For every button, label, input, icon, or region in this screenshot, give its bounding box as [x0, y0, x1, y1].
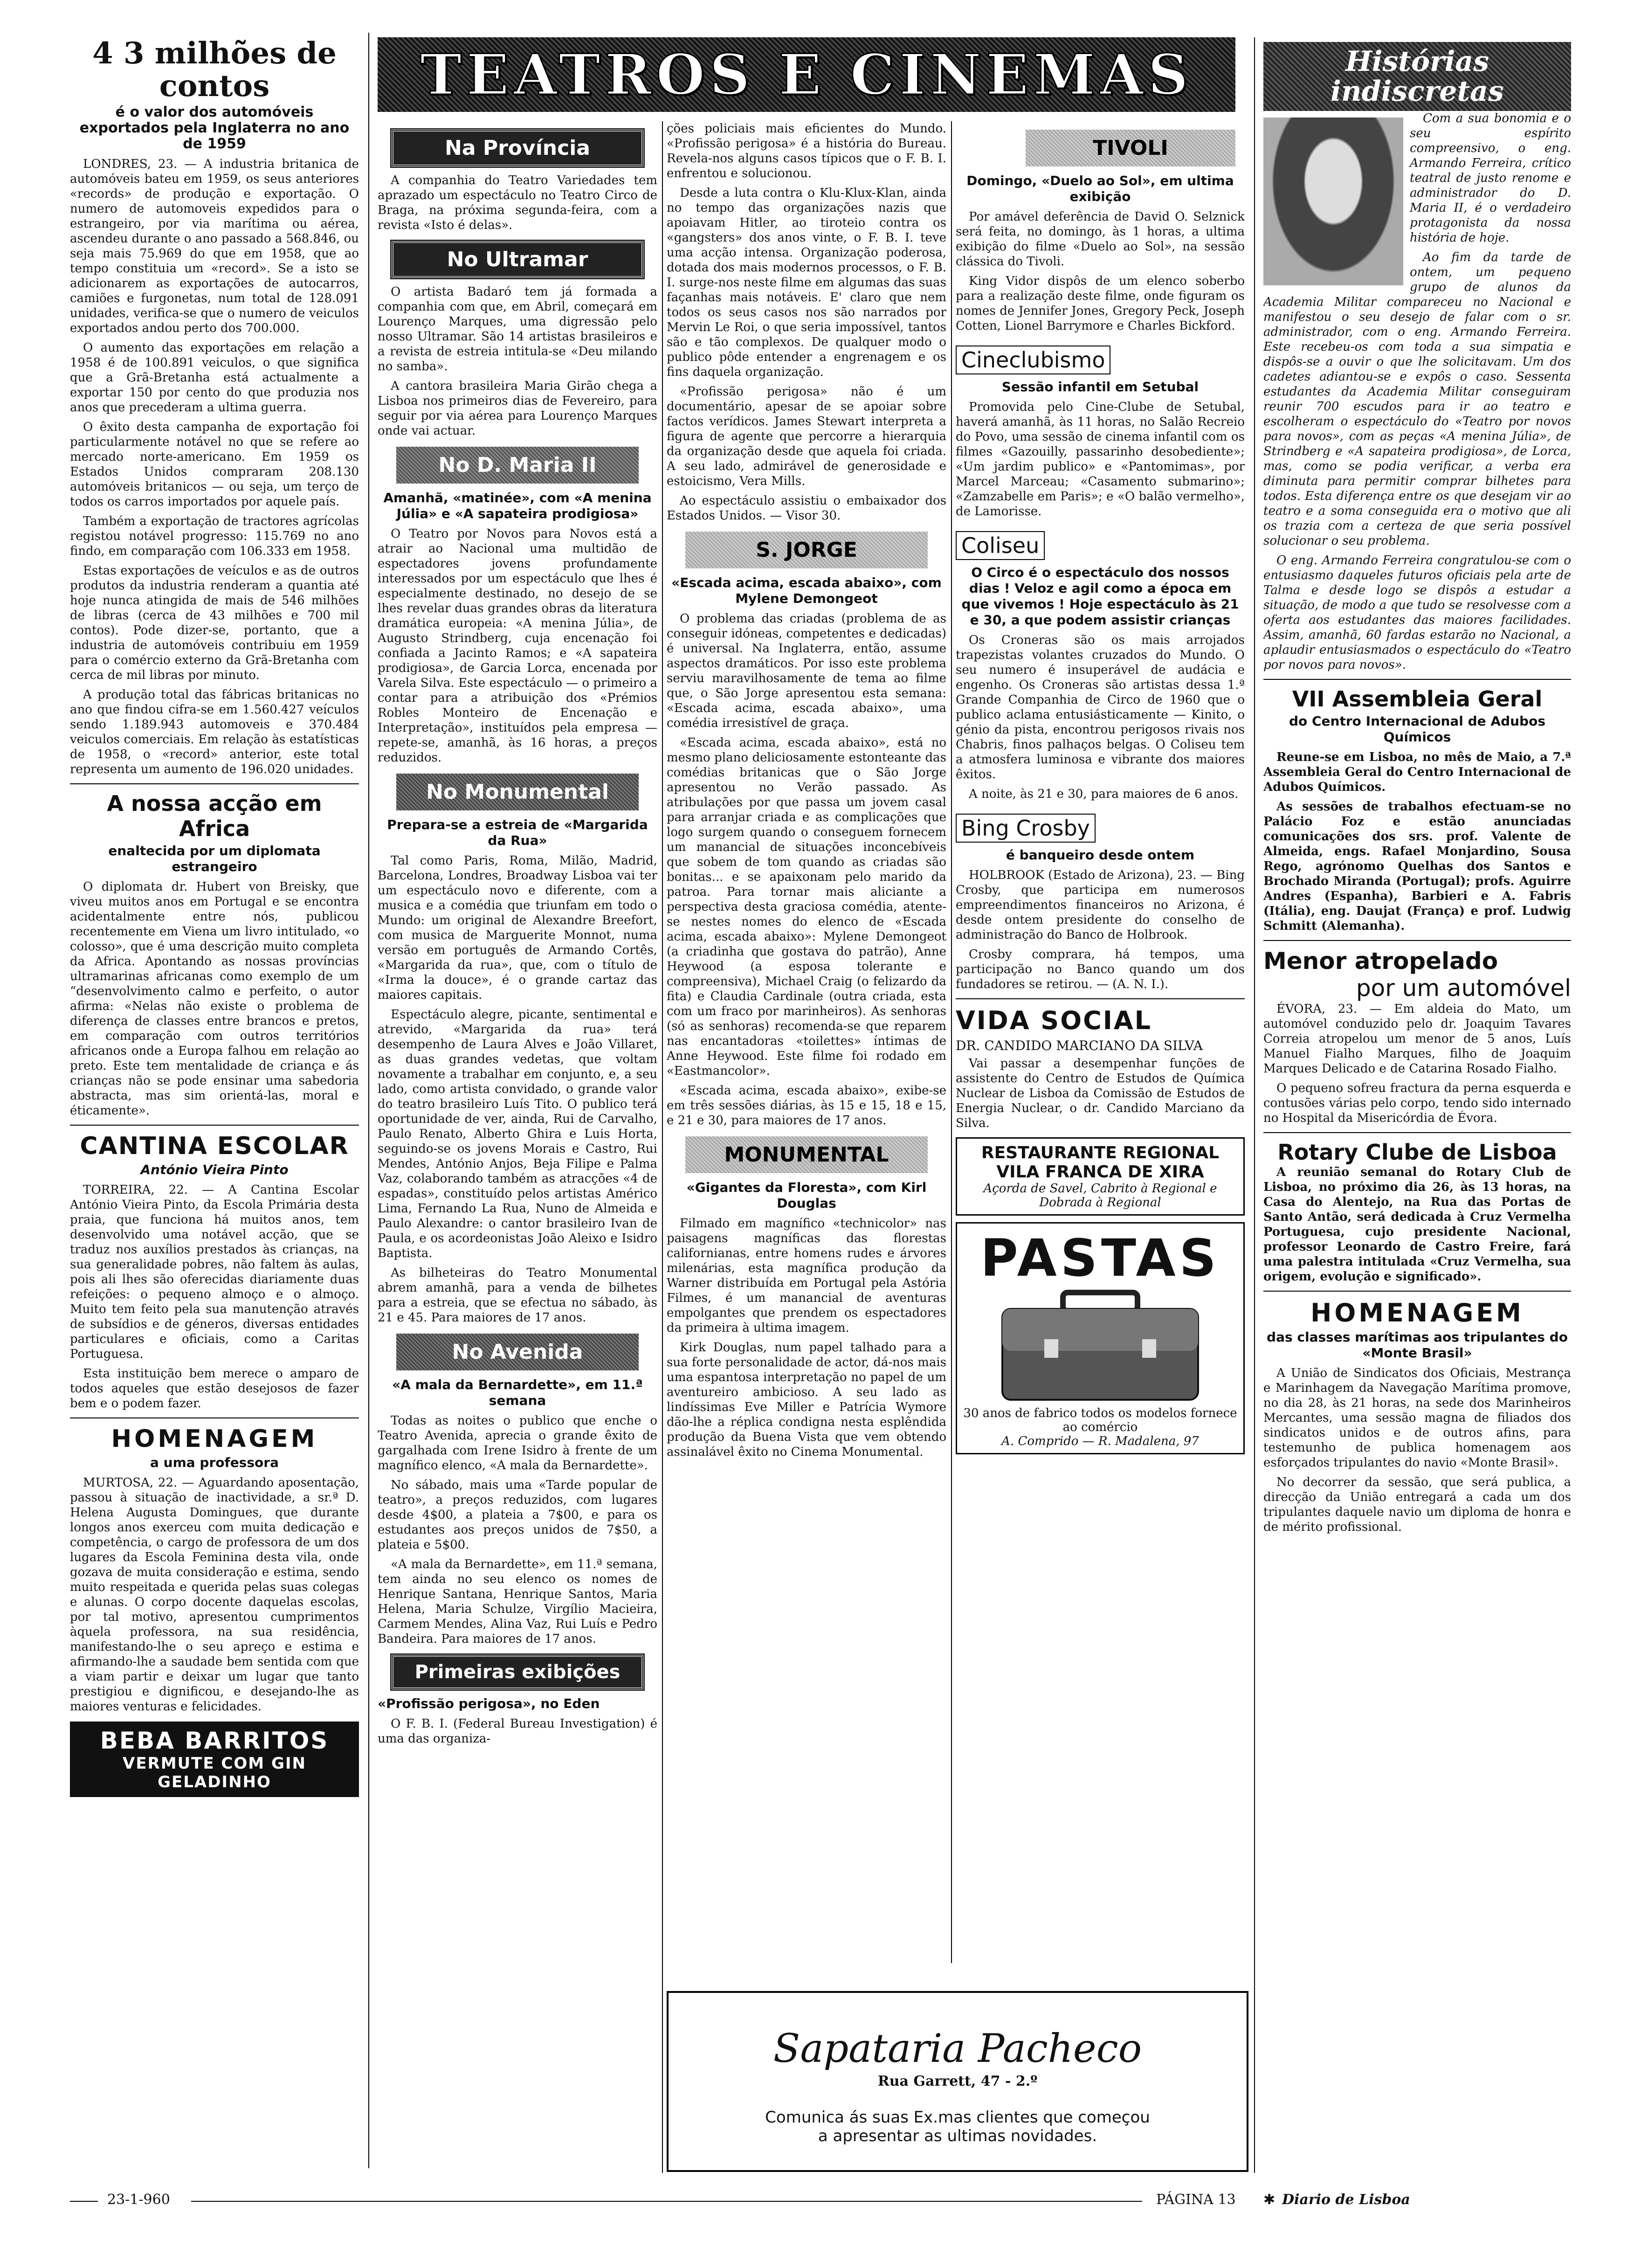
section-headline: «Escada acima, escada abaixo», com Mylene Demongeot	[671, 575, 942, 606]
section-label: Coliseu	[956, 531, 1045, 560]
divider	[70, 1125, 359, 1126]
paragraph: As sessões de trabalhos efectuam-se no Palácio Foz e estão anunciadas comunicações dos srs. prof. Valente de Almeida, engs. Rafael Monjardino, Sousa Rego, agrónomo Quelhas dos Santos e Brochado Miranda (Portugal); profs. Aguirre Andres (Espanha), Barbieri e A. Fabris (Itália), eng. Daujat (França) e prof. Ludwig Schmitt (Alemanha).	[1263, 800, 1571, 933]
section-headline: Sessão infantil em Setubal	[1001, 379, 1199, 394]
paragraph: A cantora brasileira Maria Girão chega a Lisboa nos primeiros dias de Fevereiro, para seguir por via aérea para Lourenço Marques onde vai actuar.	[378, 379, 657, 438]
divider	[956, 998, 1245, 999]
section-label: No Avenida	[396, 1334, 639, 1370]
subheadline-homenagem: a uma professora	[150, 1455, 279, 1470]
paragraph: A noite, às 21 e 30, para maiores de 6 anos.	[969, 787, 1239, 801]
ad-pastas-text: 30 anos de fabrico todos os modelos fornece ao comércio	[963, 1406, 1237, 1434]
paragraph: «Profissão perigosa» não é um documentário, apesar de se apoiar sobre factos verídicos. James Stewart interpreta a figura de agente que percorre a hierarquia da organização desde que aquela foi criada. A seu lado, admirável de generosidade e estoicismo, Vera Mills.	[667, 385, 946, 488]
column-cinema	[667, 121, 946, 1963]
section-headline: Amanhã, «matinée», com «A menina Júlia» e «A sapateira prodigiosa»	[383, 490, 652, 521]
subheadline-africa: enaltecida por um diplomata estrangeiro	[108, 843, 321, 874]
section-label: Bing Crosby	[956, 814, 1096, 843]
section-headline: é banqueiro desde ontem	[1006, 847, 1195, 863]
headline-exports: 4 3 milhões de contos	[92, 36, 337, 104]
divider	[1263, 679, 1571, 680]
section-label: Na Província	[392, 130, 643, 166]
paragraph: Filmado em magnífico «technicolor» nas paisagens magníficas das florestas californianas, entre homens rudes e árvores milenárias, esta magnífica produção da Warner distribuída em Portugal pela Astória Filmes, é um manancial de aventuras empolgantes que prendem os espectadores da primeira à ultima imagem.	[667, 1217, 946, 1335]
section-label: VIDA SOCIAL	[956, 1006, 1152, 1035]
paragraph: Kirk Douglas, num papel talhado para a sua forte personalidade de actor, dá-nos mais uma espantosa interpretação no papel de um aventureiro ambicioso. A seu lado as lindíssimas Eve Miller e Patrícia Wymore dão-lhe a réplica condigna nesta esplêndida produção da Buena Vista que vem obtendo assinalável êxito no Cinema Monumental.	[667, 1341, 946, 1459]
section-label: S. JORGE	[685, 532, 928, 568]
paragraph: TORREIRA, 22. — A Cantina Escolar António Vieira Pinto, da Escola Primária desta praia, que funciona há muitos anos, tem desenvolvido uma notável acção, que se traduz nos auxílios prestados às crianças, na sua generalidade pobres, não faltem às aulas, pois ali lhes são oferecidas diariamente duas refeições: o pequeno almoço e o almoço. Muito tem feito pela sua manutenção através de subsídios e de géneros, diversas entidades particulares e oficiais, como a Caritas Portuguesa.	[70, 1183, 359, 1361]
ad-sapataria-name: Sapataria Pacheco	[773, 2026, 1142, 2071]
section-headline: Domingo, «Duelo ao Sol», em ultima exibição	[966, 173, 1234, 204]
paragraph: A União de Sindicatos dos Oficiais, Mestrança e Marinhagem da Navegação Marítima promove, no dia 28, às 21 horas, na sede dos Marinheiros Mercantes, uma sessão magna de filiados dos sindicatos unidos e de outros afins, para testemunho de publica homenagem aos esforçados tripulantes do navio «Monte Brasil».	[1263, 1366, 1571, 1470]
headline-africa: A nossa acção em Africa	[107, 791, 322, 841]
paragraph: O pequeno sofreu fractura da perna esquerda e contusões várias pelo corpo, tendo sido internado no Hospital da Misericórdia de Évora.	[1263, 1081, 1571, 1125]
paragraph: As bilheteiras do Teatro Monumental abrem amanhã, para a venda de bilhetes para a estreia, que se efectua no sábado, às 21 e 45. Para maiores de 17 anos.	[378, 1266, 657, 1325]
section-headline: por um automóvel	[1356, 975, 1571, 1002]
paragraph: O eng. Armando Ferreira congratulou-se com o entusiasmo daqueles futuros oficiais pela arte de Talma e desde logo se dispôs a estudar a situação, de modo a que tudo se resolvesse com a oferta aos estudantes das maiores facilidades. Assim, amanhã, 60 fardas estarão no Nacional, a aplaudir entusiasmados o espectáculo do «Teatro por novos para novos».	[1263, 553, 1571, 672]
subheadline-cantina: António Vieira Pinto	[140, 1162, 289, 1177]
paragraph: Esta instituição bem merece o amparo de todos aqueles que estão desejosos de fazer bem e o podem fazer.	[70, 1367, 359, 1411]
ad-sapataria-address: Rua Garrett, 47 - 2.º	[877, 2073, 1038, 2089]
section-label: VII Assembleia Geral	[1292, 686, 1543, 712]
section-headline: do Centro Internacional de Adubos Químicos	[1289, 713, 1546, 745]
paragraph: Os Croneras são os mais arrojados trapezistas volantes cruzados do Mundo. O seu numero é insuperável de audácia e engenho. Os Croneras são artistas dessa 1.ª Grande Companhia de Circo de 1960 que o publico aclama entusiásticamente — Kinito, o génio da pista, encontrou perigosos rivais nos Chabris, finos palhaços belgas. O Coliseu tem a atmosfera luminosa e vibrante dos maiores êxitos.	[956, 633, 1245, 781]
section-label: No Monumental	[396, 774, 639, 810]
paragraph: A produção total das fábricas britanicas no ano que findou cifra-se em 1.560.427 veículos sendo 1.189.943 automoveis e 370.484 veiculos comerciais. Em relação às estatísticas de 1958, o «record» anterior, este total representa um aumento de 196.020 unidades.	[70, 688, 359, 776]
paragraph: No decorrer da sessão, que será publica, a direcção da União entregará a cada um dos tripulantes daquele navio um diploma de honra e de mérito profissional.	[1263, 1475, 1571, 1534]
headline-homenagem: HOMENAGEM	[111, 1425, 318, 1453]
column-right	[1263, 42, 1571, 2178]
divider	[70, 783, 359, 784]
paragraph: King Vidor dispôs de um elenco soberbo para a realização deste filme, onde figuram os nomes de Jennifer Jones, Gregory Peck, Joseph Cotten, Lionel Barrymore e Charles Bickford.	[956, 274, 1245, 333]
section-label: TIVOLI	[1026, 130, 1235, 166]
paragraph: MURTOSA, 22. — Aguardando aposentação, passou à situação de inactividade, a sr.ª D. Helena Augusta Domingues, que durante longos anos exerceu com muita dedicação e competência, o cargo de professora de um dos lugares da Escola Feminina desta vila, onde gozava de muita consideração e estima, sendo muito respeitada e querida pelas suas colegas e alunas. O corpo docente daquelas escolas, por tal motivo, apresentou cumprimentos àquela professora, na sua residência, manifestando-lhe o seu apreço e estima e afirmando-lhe a saudade bem sentida com que a viam partir e deixar um lugar que tanto prestigiou e dignificou, e desejando-lhe as maiores venturas e felicidades.	[70, 1476, 359, 1714]
paragraph: O aumento das exportações em relação a 1958 é de 100.891 veiculos, o que significa que a Grã-Bretanha está actualmente a exportar 150 por cento do que produzia nos anos que precederam a ultima guerra.	[70, 341, 359, 415]
paragraph: O diplomata dr. Hubert von Breisky, que viveu muitos anos em Portugal e se encontra acidentalmente entre nós, publicou recentemente em Viena um livro intitulado, «o colosso», que é uma descrição muito completa da Africa. Apontando as nossas províncias ultramarinas africanas como exemplo de um “desenvolvimento calmo e perfeito, o autor afirma: «Nelas não existe o problema de diferença de classes entre brancos e pretos, em comparação com outros territórios africanos onde a Europa falhou em relação ao preto. Este tem mentalidade de criança e ás crianças não se pode ensinar uma sabedoria abstracta, mas sim orientá-las, moral e éticamente».	[70, 880, 359, 1118]
headline-cantina: CANTINA ESCOLAR	[80, 1132, 349, 1160]
paragraph: Vai passar a desempenhar funções de assistente do Centro de Estudos de Química Nuclear de Lisboa da Comissão de Estudos de Energia Nuclear, o dr. Candido Marciano da Silva.	[956, 1057, 1245, 1130]
section-headline: «A mala da Bernardette», em 11.ª semana	[392, 1377, 643, 1408]
section-headline: «Profissão perigosa», no Eden	[378, 1696, 600, 1711]
paragraph: HOLBROOK (Estado de Arizona), 23. — Bing Crosby, que participa em numerosos empreendimentos financeiros no Arizona, é desde ontem presidente do conselho de administração do Banco de Holbrook.	[956, 868, 1245, 942]
column-theatre	[378, 121, 657, 2178]
section-label: HOMENAGEM	[1310, 1298, 1524, 1328]
paragraph: Estas exportações de veículos e as de outros produtos da industria renderam a quantia até hoje nunca atingida de mais de 546 milhões de libras (cerca de 43 milhões e 700 mil contos). Pode dizer-se, portanto, que a industria de automóveis contribuiu em 1959 para o comércio externo da Grã-Bretanha com cerca de mil libras por minuto.	[70, 564, 359, 682]
footer-date: 23-1-960	[107, 2192, 170, 2208]
paragraph: Ao espectáculo assistiu o embaixador dos Estados Unidos. — Visor 30.	[667, 494, 946, 523]
section-label: No D. Maria II	[396, 447, 639, 484]
divider	[1263, 1291, 1571, 1292]
footer-rule-mid	[191, 2201, 1142, 2202]
paragraph: Desde a luta contra o Klu-Klux-Klan, ainda no tempo das organizações nazis que apoiavam Hitler, ao tiroteio contra os «gangsters» dos anos vinte, o F. B. I. teve uma acção intensa. Organização poderosa, dotada dos mais modernos processos, o F. B. I. surge-nos neste filme em algumas das suas façanhas mais notáveis. E' claro que nem todos os seus casos nos são narrados por Mervin Le Roi, o que seria impossível, tantos são e tão complexos. De qualquer modo o publico pôde entender a engrenagem e os fins daquela organização.	[667, 186, 946, 379]
page-footer	[70, 2192, 1571, 2215]
section-label-historias	[1263, 42, 1571, 111]
ad-sapataria	[667, 1991, 1248, 2172]
section-headline: das classes marítimas aos tripulantes do «Monte Brasil»	[1267, 1329, 1568, 1361]
paragraph: Por amável deferência de David O. Selznick será feita, no domingo, às 1 horas, a ultima exibição do filme «Duelo ao Sol», na sessão clássica do Tivoli.	[956, 210, 1245, 269]
paragraph: No sábado, mais uma «Tarde popular de teatro», a preços reduzidos, com lugares desde 4$00, a plateia a 7$00, e para os estudantes aos preços unidos de 7$50, a plateia e 5$00.	[378, 1478, 657, 1552]
column-left	[70, 33, 359, 2178]
paragraph: Tal como Paris, Roma, Milão, Madrid, Barcelona, Londres, Broadway Lisboa vai ter um espectáculo novo e diferente, com a musica e a comédia que triunfam em todo o Mundo: um original de Alexandre Breefort, com musica de Marguerite Monnot, numa versão em português de Armando Cortês, «Margarida da rua», que, com o título de «Irma la douce», é o grande cartaz das maiores capitais.	[378, 854, 657, 1002]
section-headline: O Circo é o espectáculo dos nossos dias ! Veloz e agil como a época em que vivemos ! Hoje espectáculo às 21 e 30, a que podem assistir crianças	[961, 565, 1239, 628]
section-label: No Ultramar	[392, 241, 643, 278]
footer-rule-left	[70, 2201, 98, 2202]
paragraph: «Escada acima, escada abaixo», exibe-se em três sessões diárias, às 15 e 15, 18 e 15, e 21 e 30, para maiores de 17 anos.	[667, 1084, 946, 1127]
paragraph: Reune-se em Lisboa, no mês de Maio, a 7.ª Assembleia Geral do Centro Internacional de Adubos Químicos.	[1263, 750, 1571, 794]
section-headline: «Gigantes da Floresta», com Kirl Douglas	[686, 1180, 927, 1211]
section-label: Menor atropelado	[1263, 947, 1498, 975]
paragraph: Crosby comprara, há tempos, uma participação no Banco quando um dos fundadores se retirou. — (A. N. I.).	[956, 947, 1245, 991]
paragraph: Também a exportação de tractores agrícolas registou notável progresso: 115.769 no ano findo, em comparação com 106.333 em 1958.	[70, 514, 359, 558]
ad-restaurante-menu: Açorda de Savel, Cabrito à Regional e Dobrada à Regional	[983, 1182, 1217, 1210]
column-rule	[951, 121, 952, 1963]
paragraph: Todas as noites o publico que enche o Teatro Avenida, aprecia o grande êxito de gargalhada com Irene Isidro à frente de um magnífico elenco, «A mala da Bernardette».	[378, 1414, 657, 1473]
column-rule	[662, 121, 663, 2173]
paragraph: Promovida pelo Cine-Clube de Setubal, haverá amanhã, às 11 horas, no Salão Recreio do Povo, uma sessão de cinema infantil com os filmes «Gazouilly, passarinho desobediente»; «Um jardim publico» e «Pantomimas», por Marcel Marceau; «Casamento submarino»; «Zamzabelle em Paris»; e «O balão vermelho», de Lamorisse.	[956, 400, 1245, 519]
ad-pastas	[956, 1222, 1245, 1454]
paragraph: Ao fim da tarde de ontem, um pequeno grupo de alunos da Academia Militar compareceu no Nacional e manifestou o seu desejo de falar com o sr. administrador, com o eng. Armando Ferreira. Este recebeu-os com toda a sua simpatia e dispôs-se a ouvir o que lhe solicitavam. Um dos cadetes adiantou-se e expôs o caso. Sessenta estudantes da Academia Militar conseguiram reunir 700 escudos para ir ao teatro e escolheram o espectáculo do «Teatro por novos para novos», com as peças «A menina Júlia», de Strindberg e «A sapateira prodigiosa», de Lorca, mas, como se podia verificar, a verba era diminuta para permitir comprar bilhetes para todos. Esta diferença entre os que desejam vir ao teatro e a soma conseguida era o motivo que ali os trazia com a certeza de que seria possível solucionar o seu problema.	[1263, 250, 1571, 548]
section-label: Rotary Clube de Lisboa	[1277, 1140, 1557, 1165]
ad-sapataria-msg2: a apresentar as ultimas novidades.	[818, 2127, 1097, 2145]
paragraph: O problema das criadas (problema de as conseguir idóneas, competentes e dedicadas) é universal. Na Inglaterra, então, assume aspectos dramáticos. Por isso este problema serviu maravilhosamente de tema ao filme que, o São Jorge apresentou esta semana: «Escada acima, escada abaixo», uma comédia irresistível de graça.	[667, 612, 946, 730]
footer-page: PÁGINA 13	[1156, 2192, 1236, 2208]
paragraph: O êxito desta campanha de exportação foi particularmente notável no que se refere ao mercado norte-americano. Em 1959 os Estados Unidos compraram 208.130 automóveis britanicos — ou seja, um terço de todos os carros importados por aquele país.	[70, 420, 359, 509]
paragraph: O F. B. I. (Federal Bureau Investigation) é uma das organiza-	[378, 1717, 657, 1746]
paragraph: O Teatro por Novos para Novos está a atrair ao Nacional uma multidão de espectadores jovens profundamente interessados por um espectáculo que lhes é especialmente destinado, no desejo de se lhes revelar duas grandes obras da literatura dramática europeia: «A menina Júlia», de Augusto Strindberg, cuja encenação foi confiada a Jacinto Ramos; e «A sapateira prodigiosa», de Garcia Lorca, encenada por Varela Silva. Este espectáculo — o primeiro a contar para a atribuição dos «Prémios Robles Monteiro de Encenação e Interpretação», instituídos pela empresa — repete-se, amanhã, às 16 horas, a preços reduzidos.	[378, 527, 657, 765]
column-rule	[368, 33, 369, 2168]
section-label: Cineclubismo	[956, 346, 1110, 374]
column-shows	[956, 121, 1245, 1968]
ad-barritos-title: BEBA BARRITOS	[100, 1727, 329, 1754]
section-label: Primeiras exibições	[392, 1655, 643, 1689]
paragraph: O artista Badaró tem já formada a companhia com que, em Abril, começará em Lourenço Marques, uma digressão pelo nosso Ultramar. São 14 artistas brasileiros e a revista de estreia intitula-se «Deu milando no samba».	[378, 285, 657, 373]
paragraph: ções policiais mais eficientes do Mundo. «Profissão perigosa» é a história do Bureau. Revela-nos alguns casos típicos que o F. B. I. enfrentou e solucionou.	[667, 122, 946, 180]
masthead-banner	[378, 37, 1235, 112]
ad-pastas-address: A. Comprido — R. Madalena, 97	[1001, 1434, 1199, 1448]
paragraph: A reunião semanal do Rotary Club de Lisboa, no próximo dia 26, às 13 horas, na Casa do Alentejo, na Rua das Portas de Santo Antão, será dedicada à Cruz Vermelha Portuguesa, cujo presidente Nacional, professor Leonardo de Castro Freire, fará uma palestra intitulada «Cruz Vermelha, sua origem, evolução e significado».	[1263, 1165, 1571, 1284]
section-label: Histórias indiscretas	[1331, 45, 1504, 108]
ad-restaurante	[956, 1137, 1245, 1216]
ad-restaurante-title: RESTAURANTE REGIONAL	[981, 1143, 1220, 1162]
paragraph: LONDRES, 23. — A industria britanica de automóveis bateu em 1959, os seus anteriores «records» de produção e exportação. O numero de automoveis expedidos para o estrangeiro, por via marítima ou aérea, ascendeu durante o ano passado a 568.846, ou seja mais 75.969 do que em 1958, que ao tempo constituia um «record». Se a isto se adicionarem as exportações de autocarros, camiões e furgonetas, num total de 128.091 unidades, verifica-se que o numero de veiculos exportados andou perto dos 700.000.	[70, 157, 359, 335]
divider	[1263, 1132, 1571, 1133]
ad-restaurante-place: VILA FRANCA DE XIRA	[996, 1162, 1204, 1182]
masthead-title: TEATROS E CINEMAS	[420, 41, 1193, 108]
section-headline: Prepara-se a estreia de «Margarida da Rua»	[387, 817, 648, 848]
paragraph: ÉVORA, 23. — Em aldeia do Mato, um automóvel conduzido pelo dr. Joaquim Tavares Correia atropelou um menor de 5 anos, Luís Manuel Fialho Marques, filho de Joaquim Marques Delicado e de Catarina Rosado Fialho.	[1263, 1002, 1571, 1076]
divider	[1263, 940, 1571, 941]
paragraph: «Escada acima, escada abaixo», está no mesmo plano deliciosamente estonteante das comédias britanicas que o São Jorge apresentou no Verão passado. As atribulações por que passa um jovem casal para arranjar criada e as complicações que logo surgem quando o conseguem fornecem um manancial de situações inconcebíveis que sobem de tom quando as criadas são bonitas... e se apaixonam pelo marido da patroa. Para tornar mais aliciante a perspectiva desta graciosa comédia, atente-se nestes nomes do elenco de «Escada acima, escada abaixo»: Mylene Demongeot (a criadinha que gostava do patrão), Anne Heywood (a esposa tolerante e compreensiva), Michael Craig (o felizardo da fita) e Claudia Cardinale (outra criada, esta com um fraco por marinheiros). As senhoras (só as senhoras) recomenda-se que reparem nas encantadoras «toilettes» íntimas de Anne Heywood. Este filme foi rodado em «Eastmancolor».	[667, 736, 946, 1078]
ad-pastas-title: PASTAS	[980, 1228, 1220, 1288]
paragraph: «A mala da Bernardette», em 11.ª semana, tem ainda no seu elenco os nomes de Henrique Santana, Henrique Santos, Maria Helena, Maria Schulze, Virgílio Macieira, Carmem Mendes, Alina Vaz, Rui Luís e Pedro Bandeira. Para maiores de 17 anos.	[378, 1557, 657, 1646]
paragraph: A companhia do Teatro Variedades tem aprazado um espectáculo no Teatro Circo de Braga, na próxima segunda-feira, com a revista «Isto é delas».	[378, 173, 657, 232]
paragraph: Espectáculo alegre, picante, sentimental e atrevido, «Margarida da rua» terá desempenho de Laura Alves e João Villaret, as duas grandes vedetas, que voltam novamente a trabalhar em conjunto, e, a seu lado, como artista convidado, o grande valor do teatro brasileiro Luís Tito. O publico terá oportunidade de ver, ainda, Rui de Carvalho, Paulo Renato, Alberto Ghira e Luis Horta, seguindo-se os jovens Morais e Castro, Rui Mendes, António Anjos, Beja Filipe e Palma Vaz, colaborando também as atracções «4 de espadas», constituído pelos artistas Américo Lima, Fernando La Rua, Nuno de Almeida e Paulo Alexandre: o cantor brasileiro Ivan de Paula, e os acordeonistas João Aleixo e Isidro Baptista.	[378, 1008, 657, 1260]
paragraph: Com a sua bonomia e o seu espírito compreensivo, o eng. Armando Ferreira, crítico teatral de justo renome e administrador do D. Maria II, é o verdadeiro protagonista da nossa história de hoje.	[1410, 111, 1571, 245]
social-name: DR. CANDIDO MARCIANO DA SILVA	[956, 1038, 1203, 1053]
section-label: MONUMENTAL	[685, 1136, 928, 1173]
portrait	[1263, 118, 1403, 285]
subheadline-exports: é o valor dos automóveis exportados pela Inglaterra no ano de 1959	[79, 104, 350, 152]
footer-star-icon: ✱	[1263, 2192, 1276, 2208]
ad-barritos	[70, 1722, 359, 1797]
briefcase-icon	[993, 1288, 1207, 1404]
footer-paper: Diario de Lisboa	[1282, 2192, 1410, 2208]
ad-sapataria-msg: Comunica ás suas Ex.mas clientes que começou	[765, 2108, 1150, 2127]
ad-barritos-slogan: VERMUTE COM GIN GELADINHO	[123, 1754, 306, 1791]
column-rule	[1254, 37, 1255, 2173]
